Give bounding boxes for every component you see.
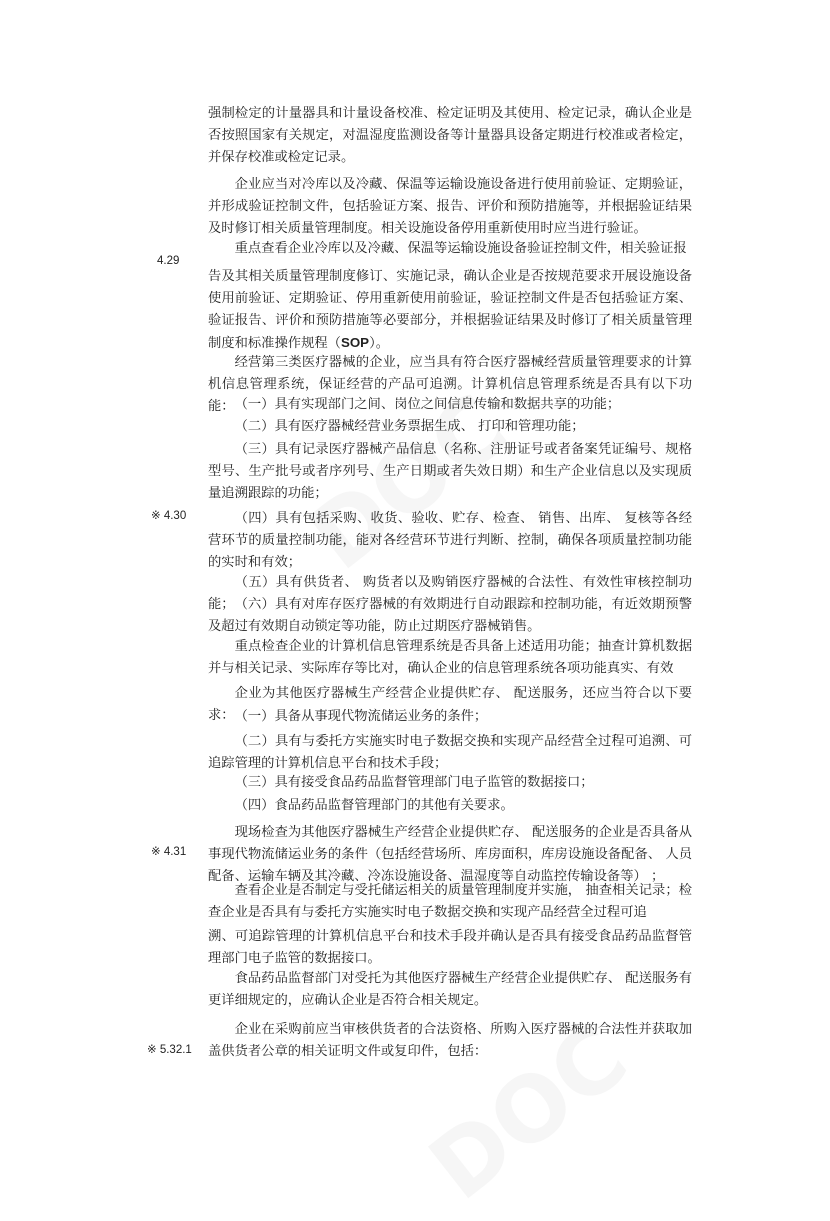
paragraph (208, 266, 692, 355)
list-item: （四）食品药品监督管理部门的其他有关要求。 (234, 798, 514, 813)
clause-number-4-29: 4.29 (157, 255, 180, 267)
list-item: （四）具有包括采购、收货、验收、贮存、检查、 销售、出库、 复核等各经营环节的质量控制功能，能对各经营环节进行判断、控制，确保各项质量控制功能的实时和有效； (208, 511, 692, 570)
paragraph: 重点查看企业冷库以及冷藏、保温等运输设施设备验证控制文件，相关验证报 (234, 241, 687, 256)
list-item: （二）具有医疗器械经营业务票据生成、 打印和管理功能； (234, 419, 585, 434)
paragraph-text: ）。 (369, 336, 390, 351)
paragraph: 企业为其他医疗器械生产经营企业提供贮存、 配送服务，还应当符合以下要求： (208, 686, 692, 723)
clause-number-4-30: ※ 4.30 (151, 510, 187, 522)
list-item: （一）具有实现部门之间、岗位之间信息传输和数据共享的功能； (234, 397, 621, 412)
paragraph: 强制检定的计量器具和计量设备校准、检定证明及其使用、检定记录，确认企业是否按照国家有关规定，对温湿度监测设备等计量器具设备定期进行校准或者检定，并保存校准或检定记录。 (208, 106, 692, 165)
clause-number-5-32-1: ※ 5.32.1 (147, 1044, 192, 1056)
paragraph: 重点检查企业的计算机信息管理系统是否具备上述适用功能；抽查计算机数据并与相关记录、实际库存等比对，确认企业的信息管理系统各项功能真实、有效 (208, 639, 692, 676)
clause-number-4-31: ※ 4.31 (151, 846, 187, 858)
paragraph: 企业应当对冷库以及冷藏、保温等运输设施设备进行使用前验证、定期验证，并形成验证控制文件，包括验证方案、报告、评价和预防措施等，并根据验证结果及时修订相关质量管理制度。相关设施设备停用重新使用时应当进行验证。 (208, 177, 692, 236)
paragraph-text: 告及其相关质量管理制度修订、实施记录，确认企业是否按规范要求开展设施设备使用前验证、定期验证、停用重新使用前验证，验证控制文件是否包括验证方案、验证报告、评价和预防措施等必要部分，并根据验证结果及时修订了相关质量管理制度和标准操作规程（ (208, 269, 692, 351)
list-item: （一）具备从事现代物流储运业务的条件； (234, 709, 488, 724)
paragraph: 溯、可追踪管理的计算机信息平台和技术手段并确认是否具有接受食品药品监督管理部门电子监管的数据接口。 (208, 929, 692, 966)
paragraph: 查看企业是否制定与受托储运相关的质量管理制度并实施， 抽查相关记录；检查企业是否具有与委托方实施实时电子数据交换和实现产品经营全过程可追 (208, 883, 692, 920)
list-item: （六）具有对库存医疗器械的有效期进行自动跟踪和控制功能，有近效期预警及超过有效期自动锁定等功能，防止过期医疗器械销售。 (208, 597, 692, 634)
list-item: （三）具有接受食品药品监督管理部门电子监管的数据接口； (234, 775, 594, 790)
list-item: （五）具有供货者、 购货者以及购销医疗器械的合法性、有效性审核控制功能； (208, 575, 692, 612)
sop-term: SOP (340, 335, 370, 350)
list-item: （三）具有记录医疗器械产品信息（名称、注册证号或者备案凭证编号、规格型号、生产批号或者序列号、生产日期或者失效日期）和生产企业信息以及实现质量追溯跟踪的功能； (208, 442, 692, 501)
paragraph: 企业在采购前应当审核供货者的合法资格、所购入医疗器械的合法性并获取加盖供货者公章的相关证明文件或复印件，包括： (208, 1022, 692, 1059)
list-item: （二）具有与委托方实施实时电子数据交换和实现产品经营全过程可追溯、可追踪管理的计算机信息平台和技术手段； (208, 734, 692, 771)
paragraph: 经营第三类医疗器械的企业，应当具有符合医疗器械经营质量管理要求的计算机信息管理系统，保证经营的产品可追溯。计算机信息管理系统是否具有以下功能： (208, 355, 692, 414)
paragraph: 现场检查为其他医疗器械生产经营企业提供贮存、 配送服务的企业是否具备从事现代物流储运业务的条件（包括经营场所、库房面积，库房设施设备配备、 人员配备、运输车辆及其冷藏、冷冻设施设备、温湿度等自动监控传输设备等） ； (208, 825, 692, 884)
paragraph: 食品药品监督部门对受托为其他医疗器械生产经营企业提供贮存、 配送服务有更详细规定的，应确认企业是否符合相关规定。 (208, 971, 692, 1008)
